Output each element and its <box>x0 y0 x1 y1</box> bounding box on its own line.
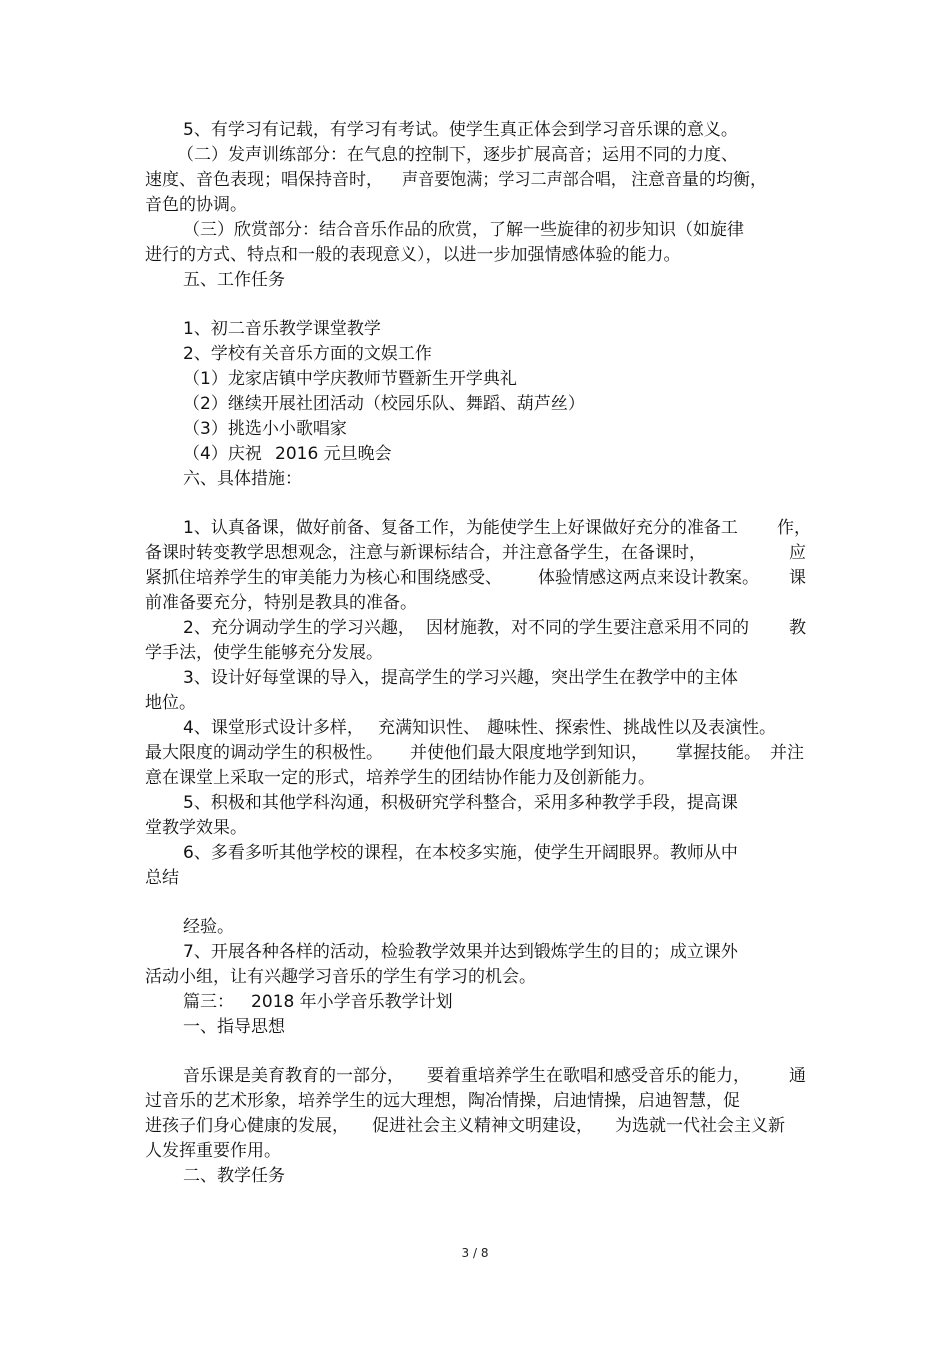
text-segment: 通 <box>789 1066 806 1086</box>
text-line <box>0 716 950 740</box>
text-line <box>0 691 950 715</box>
text-line <box>0 1015 950 1039</box>
text-segment: 教 <box>789 618 806 638</box>
text-segment: 二、教学任务 <box>183 1166 285 1186</box>
text-line <box>0 841 950 865</box>
text-segment: 因材施教，对不同的学生要注意采用不同的 <box>426 618 749 638</box>
text-segment: 地位。 <box>145 693 196 713</box>
text-line <box>0 616 950 640</box>
text-line <box>0 218 950 242</box>
text-segment: 速度、音色表现；唱保持音时， <box>145 170 383 190</box>
text-segment: 1、初二音乐教学课堂教学 <box>183 319 381 339</box>
text-segment: 2018 年小学音乐教学计划 <box>251 992 453 1012</box>
text-line <box>0 516 950 540</box>
text-line <box>0 342 950 366</box>
text-segment: 最大限度的调动学生的积极性。 <box>145 743 383 763</box>
text-segment: （3）挑选小小歌唱家 <box>183 419 347 439</box>
text-line <box>0 741 950 765</box>
text-segment: 篇三： <box>183 992 234 1012</box>
text-line <box>0 168 950 192</box>
text-line <box>0 541 950 565</box>
text-segment: 7、开展各种各样的活动，检验教学效果并达到锻炼学生的目的；成立课外 <box>183 942 738 962</box>
text-segment: 学手法，使学生能够充分发展。 <box>145 643 383 663</box>
text-line <box>0 591 950 615</box>
text-segment: 应 <box>789 543 806 563</box>
text-line <box>0 467 950 491</box>
text-line <box>0 1139 950 1163</box>
text-segment: 2、充分调动学生的学习兴趣， <box>183 618 415 638</box>
text-line <box>0 143 950 167</box>
text-segment: 活动小组，让有兴趣学习音乐的学生有学习的机会。 <box>145 967 536 987</box>
text-segment: 并注 <box>770 743 804 763</box>
text-segment: 体验情感这两点来设计教案。 <box>538 568 759 588</box>
text-segment: 注意音量的均衡， <box>631 170 767 190</box>
text-segment: 备课时转变教学思想观念，注意与新课标结合，并注意备学生，在备课时， <box>145 543 706 563</box>
text-line <box>0 940 950 964</box>
text-segment: （1）龙家店镇中学庆教师节暨新生开学典礼 <box>183 369 517 389</box>
text-line <box>0 243 950 267</box>
text-segment: 并使他们最大限度地学到知识， <box>410 743 648 763</box>
text-segment: 五、工作任务 <box>183 270 285 290</box>
text-segment: 前准备要充分，特别是教具的准备。 <box>145 593 417 613</box>
text-segment: 充满知识性、 <box>378 718 480 738</box>
text-line <box>0 268 950 292</box>
text-segment: 2016 元旦晚会 <box>275 444 392 464</box>
text-line <box>0 666 950 690</box>
text-line <box>0 990 950 1014</box>
text-segment: 紧抓住培养学生的审美能力为核心和围绕感受、 <box>145 568 502 588</box>
text-segment: （三）欣赏部分：结合音乐作品的欣赏，了解一些旋律的初步知识（如旋律 <box>183 220 744 240</box>
text-line <box>0 118 950 142</box>
text-line <box>0 866 950 890</box>
text-segment: 音色的协调。 <box>145 195 247 215</box>
text-line <box>0 791 950 815</box>
text-line <box>0 766 950 790</box>
text-segment: 3、设计好每堂课的导入，提高学生的学习兴趣，突出学生在教学中的主体 <box>183 668 738 688</box>
text-line <box>0 442 950 466</box>
text-segment: 促进社会主义精神文明建设， <box>372 1116 593 1136</box>
text-line <box>0 367 950 391</box>
text-line <box>0 1114 950 1138</box>
text-segment: 作， <box>777 518 811 538</box>
text-line <box>0 566 950 590</box>
text-segment: 一、指导思想 <box>183 1017 285 1037</box>
text-segment: 意在课堂上采取一定的形式，培养学生的团结协作能力及创新能力。 <box>145 768 655 788</box>
text-segment: 6、多看多听其他学校的课程，在本校多实施，使学生开阔眼界。教师从中 <box>183 843 738 863</box>
text-line <box>0 417 950 441</box>
text-segment: （4）庆祝 <box>183 444 262 464</box>
text-line <box>0 1089 950 1113</box>
text-segment: 为选就一代社会主义新 <box>615 1116 785 1136</box>
text-segment: 音乐课是美育教育的一部分， <box>183 1066 404 1086</box>
text-segment: 掌握技能。 <box>676 743 761 763</box>
text-segment: 人发挥重要作用。 <box>145 1141 281 1161</box>
text-segment: 4、课堂形式设计多样， <box>183 718 364 738</box>
text-segment: 趣味性、探索性、挑战性以及表演性。 <box>487 718 776 738</box>
text-line <box>0 193 950 217</box>
text-line <box>0 392 950 416</box>
page-number: 3 / 8 <box>461 1246 489 1260</box>
text-segment: 2、学校有关音乐方面的文娱工作 <box>183 344 432 364</box>
text-segment: （2）继续开展社团活动（校园乐队、舞蹈、葫芦丝） <box>183 394 585 414</box>
text-segment: 要着重培养学生在歌唱和感受音乐的能力， <box>427 1066 750 1086</box>
text-segment: 课 <box>789 568 806 588</box>
text-segment: 声音要饱满；学习二声部合唱， <box>402 170 627 190</box>
text-segment: 经验。 <box>183 917 234 937</box>
text-segment: 过音乐的艺术形象，培养学生的远大理想，陶冶情操，启迪情操，启迪智慧，促 <box>145 1091 740 1111</box>
text-segment: （二）发声训练部分：在气息的控制下，逐步扩展高音；运用不同的力度、 <box>177 145 738 165</box>
text-line <box>0 816 950 840</box>
text-segment: 5、积极和其他学科沟通，积极研究学科整合，采用多种教学手段，提高课 <box>183 793 738 813</box>
text-segment: 六、具体措施： <box>183 469 302 489</box>
text-line <box>0 965 950 989</box>
text-segment: 5、有学习有记载，有学习有考试。使学生真正体会到学习音乐课的意义。 <box>183 120 738 140</box>
text-line <box>0 1164 950 1188</box>
text-line <box>0 317 950 341</box>
text-segment: 堂教学效果。 <box>145 818 247 838</box>
text-segment: 1、认真备课，做好前备、复备工作，为能使学生上好课做好充分的准备工 <box>183 518 738 538</box>
text-line <box>0 641 950 665</box>
text-line <box>0 1064 950 1088</box>
text-line <box>0 915 950 939</box>
text-segment: 进行的方式、特点和一般的表现意义），以进一步加强情感体验的能力。 <box>145 245 681 265</box>
text-segment: 总结 <box>145 868 179 888</box>
text-segment: 进孩子们身心健康的发展， <box>145 1116 349 1136</box>
